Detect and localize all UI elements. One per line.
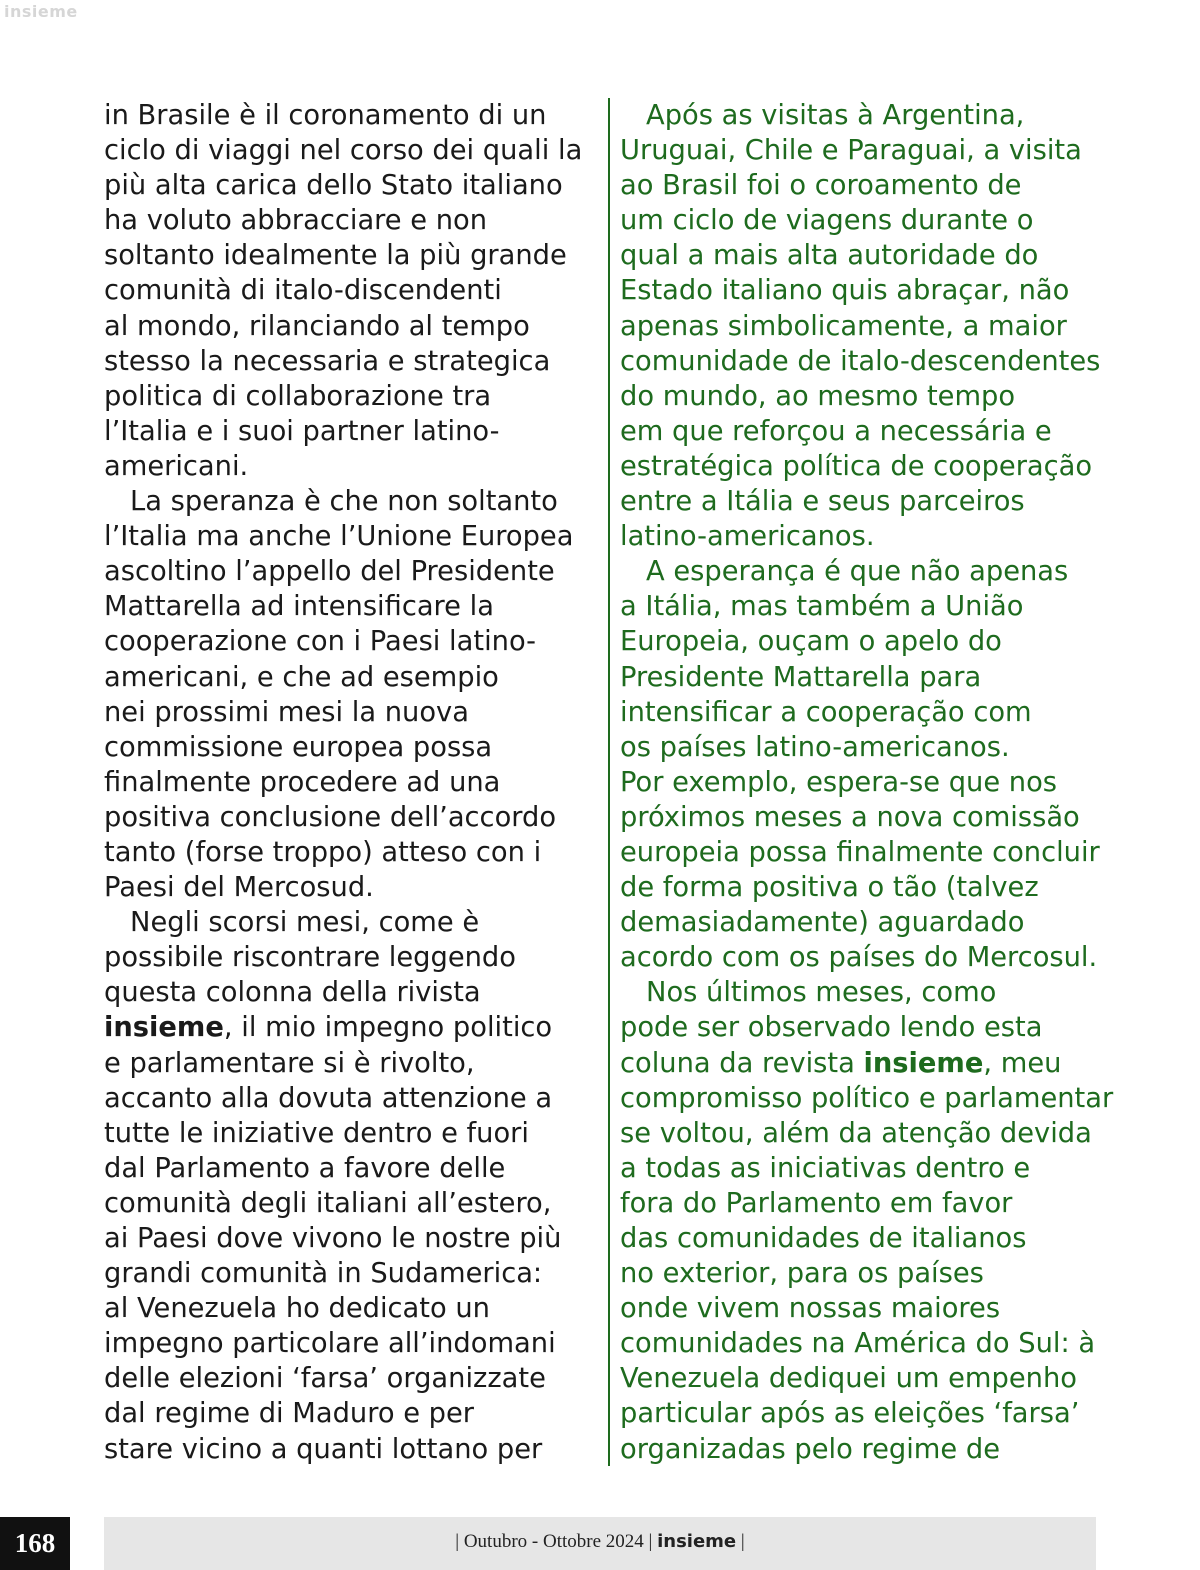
text-line: commissione europea possa: [104, 731, 493, 763]
text-line: stesso la necessaria e strategica: [104, 345, 551, 377]
text-line: a Itália, mas também a União: [620, 591, 1024, 623]
text-line: Estado italiano quis abraçar, não: [620, 275, 1070, 307]
text-line: positiva conclusione dell’accordo: [104, 801, 557, 833]
text-line: al mondo, rilanciando al tempo: [104, 310, 530, 342]
text-line: do mundo, ao mesmo tempo: [620, 380, 1016, 412]
brand-watermark: insieme: [4, 2, 78, 21]
text-line: americani, e che ad esempio: [104, 661, 499, 693]
text-line: intensificar a cooperação com: [620, 696, 1032, 728]
text-line: possibile riscontrare leggendo: [104, 942, 516, 974]
text-line: ai Paesi dove vivono le nostre più: [104, 1223, 562, 1254]
text-line: cooperazione con i Paesi latino-: [104, 626, 537, 658]
text-line: a todas as iniciativas dentro e: [620, 1152, 1031, 1184]
text-line: demasiadamente) aguardado: [620, 907, 1025, 939]
text-line: Mattarella ad intensificare la: [104, 591, 494, 623]
text-line: organizadas pelo regime de: [620, 1433, 1000, 1465]
text-line: Europeia, ouçam o apelo do: [620, 626, 1002, 658]
text-line: em que reforçou a necessária e: [620, 415, 1052, 447]
text-line: comunidades na América do Sul: à: [620, 1328, 1096, 1360]
text-line: nei prossimi mesi la nuova: [104, 696, 469, 728]
text-line: accanto alla dovuta attenzione a: [104, 1082, 553, 1114]
text-line: dal regime di Maduro e per: [104, 1398, 475, 1430]
text-line: comunidade de italo-descendentes: [620, 345, 1101, 377]
text-line: grandi comunità in Sudamerica:: [104, 1258, 543, 1290]
text-line: acordo com os países do Mercosul.: [620, 942, 1098, 974]
text-line: stare vicino a quanti lottano per: [104, 1433, 543, 1465]
text-line: americani.: [104, 450, 249, 482]
text-line: più alta carica dello Stato italiano: [104, 170, 563, 202]
text-line: politica di collaborazione tra: [104, 380, 492, 412]
text-line: tutte le iniziative dentro e fuori: [104, 1117, 529, 1149]
brand-inline: insieme: [104, 1012, 224, 1044]
footer-bar: [104, 1517, 1096, 1570]
text-line: Uruguai, Chile e Paraguai, a visita: [620, 135, 1082, 167]
text-line: das comunidades de italianos: [620, 1223, 1027, 1254]
text-line: finalmente procedere ad una: [104, 766, 501, 798]
text-line: Negli scorsi mesi, come è: [104, 907, 480, 939]
text-line: impegno particolare all’indomani: [104, 1328, 556, 1360]
text-line: ciclo di viaggi nel corso dei quali la: [104, 135, 583, 167]
text-line: A esperança é que não apenas: [620, 556, 1069, 588]
text-line: e parlamentare si è rivolto,: [104, 1047, 475, 1079]
text-line: entre a Itália e seus parceiros: [620, 486, 1025, 518]
text-line: ha voluto abbracciare e non: [104, 205, 488, 237]
text-line: insieme, il mio impegno politico: [104, 1012, 553, 1044]
text-line: próximos meses a nova comissão: [620, 801, 1080, 833]
text-line: qual a mais alta autoridade do: [620, 240, 1039, 272]
italian-column: [104, 98, 594, 1467]
text-line: apenas simbolicamente, a maior: [620, 310, 1067, 342]
brand-inline: insieme: [863, 1047, 984, 1079]
text-line: in Brasile è il coronamento di un: [104, 100, 547, 131]
text-line: coluna da revista insieme, meu: [620, 1047, 1062, 1079]
text-line: La speranza è che non soltanto: [104, 486, 558, 518]
text-line: de forma positiva o tão (talvez: [620, 872, 1039, 904]
text-line: Por exemplo, espera-se que nos: [620, 766, 1058, 798]
portuguese-column: [620, 98, 1140, 1467]
text-line: pode ser observado lendo esta: [620, 1012, 1043, 1044]
column-divider: [608, 98, 610, 1466]
text-line: latino-americanos.: [620, 521, 875, 553]
text-line: al Venezuela ho dedicato un: [104, 1293, 490, 1325]
text-line: se voltou, além da atenção devida: [620, 1117, 1092, 1149]
footer-issue: | Outubro - Ottobre 2024 | insieme |: [455, 1531, 745, 1552]
text-line: onde vivem nossas maiores: [620, 1293, 1001, 1325]
text-line: ascoltino l’appello del Presidente: [104, 556, 555, 588]
text-line: particular após as eleições ‘farsa’: [620, 1398, 1080, 1430]
footer-brand: insieme: [657, 1531, 737, 1552]
text-line: comunità degli italiani all’estero,: [104, 1187, 552, 1219]
text-line: l’Italia ma anche l’Unione Europea: [104, 521, 574, 553]
text-line: os países latino-americanos.: [620, 731, 1010, 763]
text-line: dal Parlamento a favore delle: [104, 1152, 506, 1184]
text-line: no exterior, para os países: [620, 1258, 984, 1290]
text-line: l’Italia e i suoi partner latino-: [104, 415, 500, 447]
text-line: Paesi del Mercosud.: [104, 872, 374, 904]
text-line: Após as visitas à Argentina,: [620, 100, 1025, 131]
page-number: 168: [0, 1517, 70, 1570]
text-line: ao Brasil foi o coroamento de: [620, 170, 1022, 202]
text-line: Venezuela dediquei um empenho: [620, 1363, 1077, 1395]
text-line: compromisso político e parlamentar: [620, 1082, 1114, 1114]
text-line: um ciclo de viagens durante o: [620, 205, 1034, 237]
text-line: tanto (forse troppo) atteso con i: [104, 836, 542, 868]
text-line: Presidente Mattarella para: [620, 661, 982, 693]
text-line: comunità di italo-discendenti: [104, 275, 502, 307]
text-line: estratégica política de cooperação: [620, 450, 1093, 482]
text-line: questa colonna della rivista: [104, 977, 481, 1009]
text-line: fora do Parlamento em favor: [620, 1187, 1013, 1219]
text-line: delle elezioni ‘farsa’ organizzate: [104, 1363, 546, 1395]
text-line: Nos últimos meses, como: [620, 977, 997, 1009]
text-line: europeia possa finalmente concluir: [620, 836, 1100, 868]
text-line: soltanto idealmente la più grande: [104, 240, 567, 272]
